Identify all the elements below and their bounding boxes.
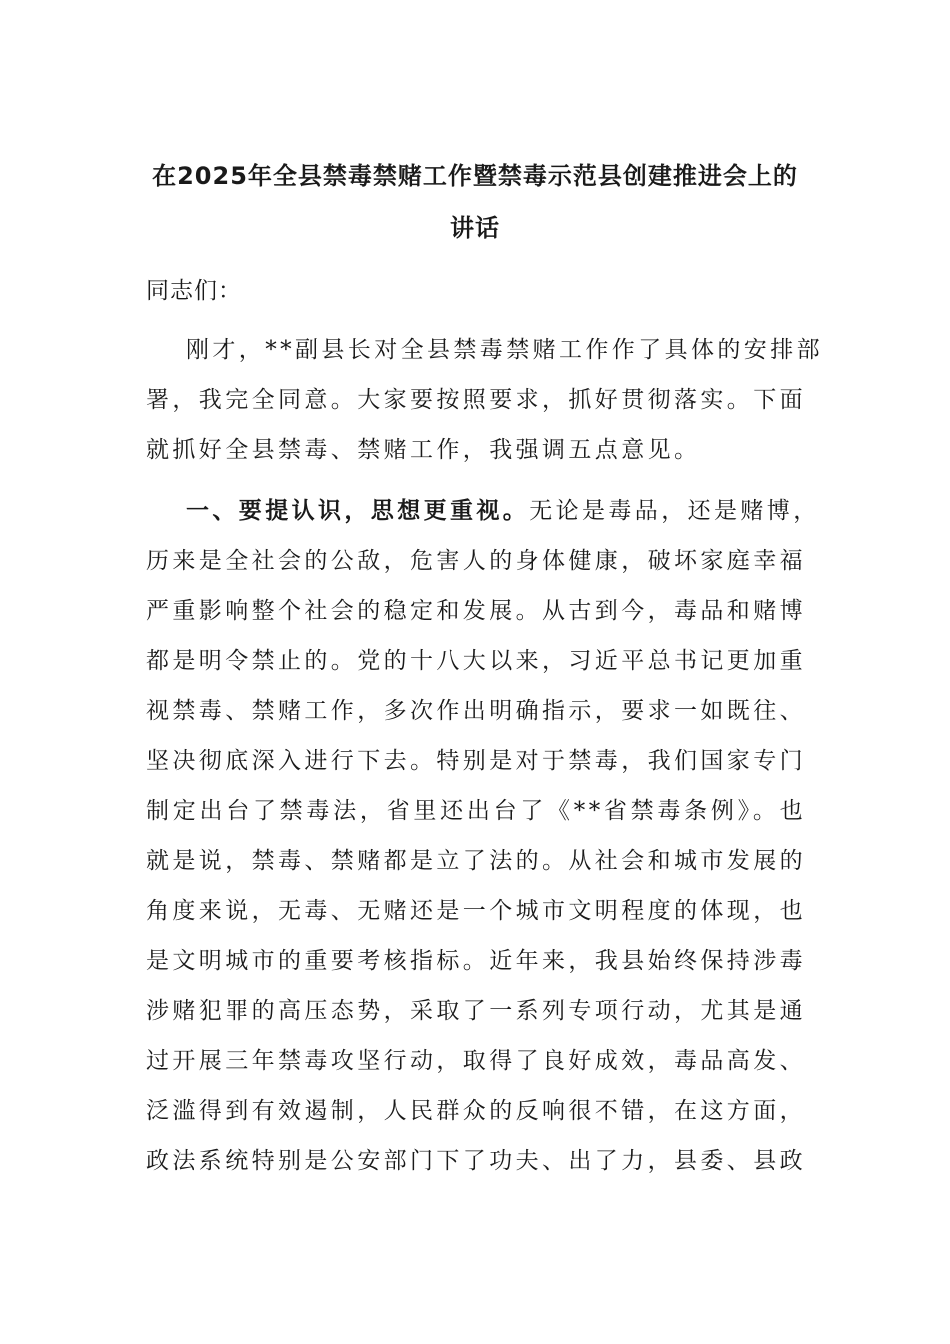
paragraph-2-first-line bbox=[146, 486, 820, 536]
paragraph-2-line: 历来是全社会的公敌，危害人的身体健康，破坏家庭幸福 bbox=[146, 548, 806, 574]
paragraph-2-first-line-text: 无论是毒品，还是赌博， bbox=[529, 498, 820, 524]
section-heading: 一、要提认识，思想更重视。 bbox=[186, 498, 530, 524]
paragraph-1-line: 就抓好全县禁毒、禁赌工作，我强调五点意见。 bbox=[146, 437, 701, 463]
paragraph-1-line: 署，我完全同意。大家要按照要求，抓好贯彻落实。下面 bbox=[146, 387, 806, 413]
paragraph-2-line: 坚决彻底深入进行下去。特别是对于禁毒，我们国家专门 bbox=[146, 748, 806, 774]
title-line-1: 在2025年全县禁毒禁赌工作暨禁毒示范县创建推进会上的 bbox=[152, 162, 798, 190]
paragraph-2-line: 是文明城市的重要考核指标。近年来，我县始终保持涉毒 bbox=[146, 948, 806, 974]
paragraph-2-line: 泛滥得到有效遏制，人民群众的反响很不错，在这方面， bbox=[146, 1098, 806, 1124]
paragraph-1-line: 刚才，**副县长对全县禁毒禁赌工作作了具体的安排部 bbox=[186, 337, 823, 363]
paragraph-2-line: 涉赌犯罪的高压态势，采取了一系列专项行动，尤其是通 bbox=[146, 998, 806, 1024]
paragraph-2-line: 都是明令禁止的。党的十八大以来，习近平总书记更加重 bbox=[146, 648, 806, 674]
paragraph-2-line: 政法系统特别是公安部门下了功夫、出了力，县委、县政 bbox=[146, 1148, 806, 1174]
document-title bbox=[120, 150, 830, 254]
paragraph-2-line: 角度来说，无毒、无赌还是一个城市文明程度的体现，也 bbox=[146, 898, 806, 924]
paragraph-1 bbox=[146, 325, 823, 475]
salutation: 同志们： bbox=[146, 278, 242, 304]
title-line-2: 讲话 bbox=[450, 214, 500, 242]
paragraph-2-line: 视禁毒、禁赌工作，多次作出明确指示，要求一如既往、 bbox=[146, 698, 806, 724]
paragraph-2-line: 就是说，禁毒、禁赌都是立了法的。从社会和城市发展的 bbox=[146, 848, 806, 874]
paragraph-2-line: 制定出台了禁毒法，省里还出台了《**省禁毒条例》。也 bbox=[146, 798, 806, 824]
paragraph-2 bbox=[146, 486, 820, 1186]
paragraph-2-line: 严重影响整个社会的稳定和发展。从古到今，毒品和赌博 bbox=[146, 598, 806, 624]
paragraph-2-line: 过开展三年禁毒攻坚行动，取得了良好成效，毒品高发、 bbox=[146, 1048, 806, 1074]
